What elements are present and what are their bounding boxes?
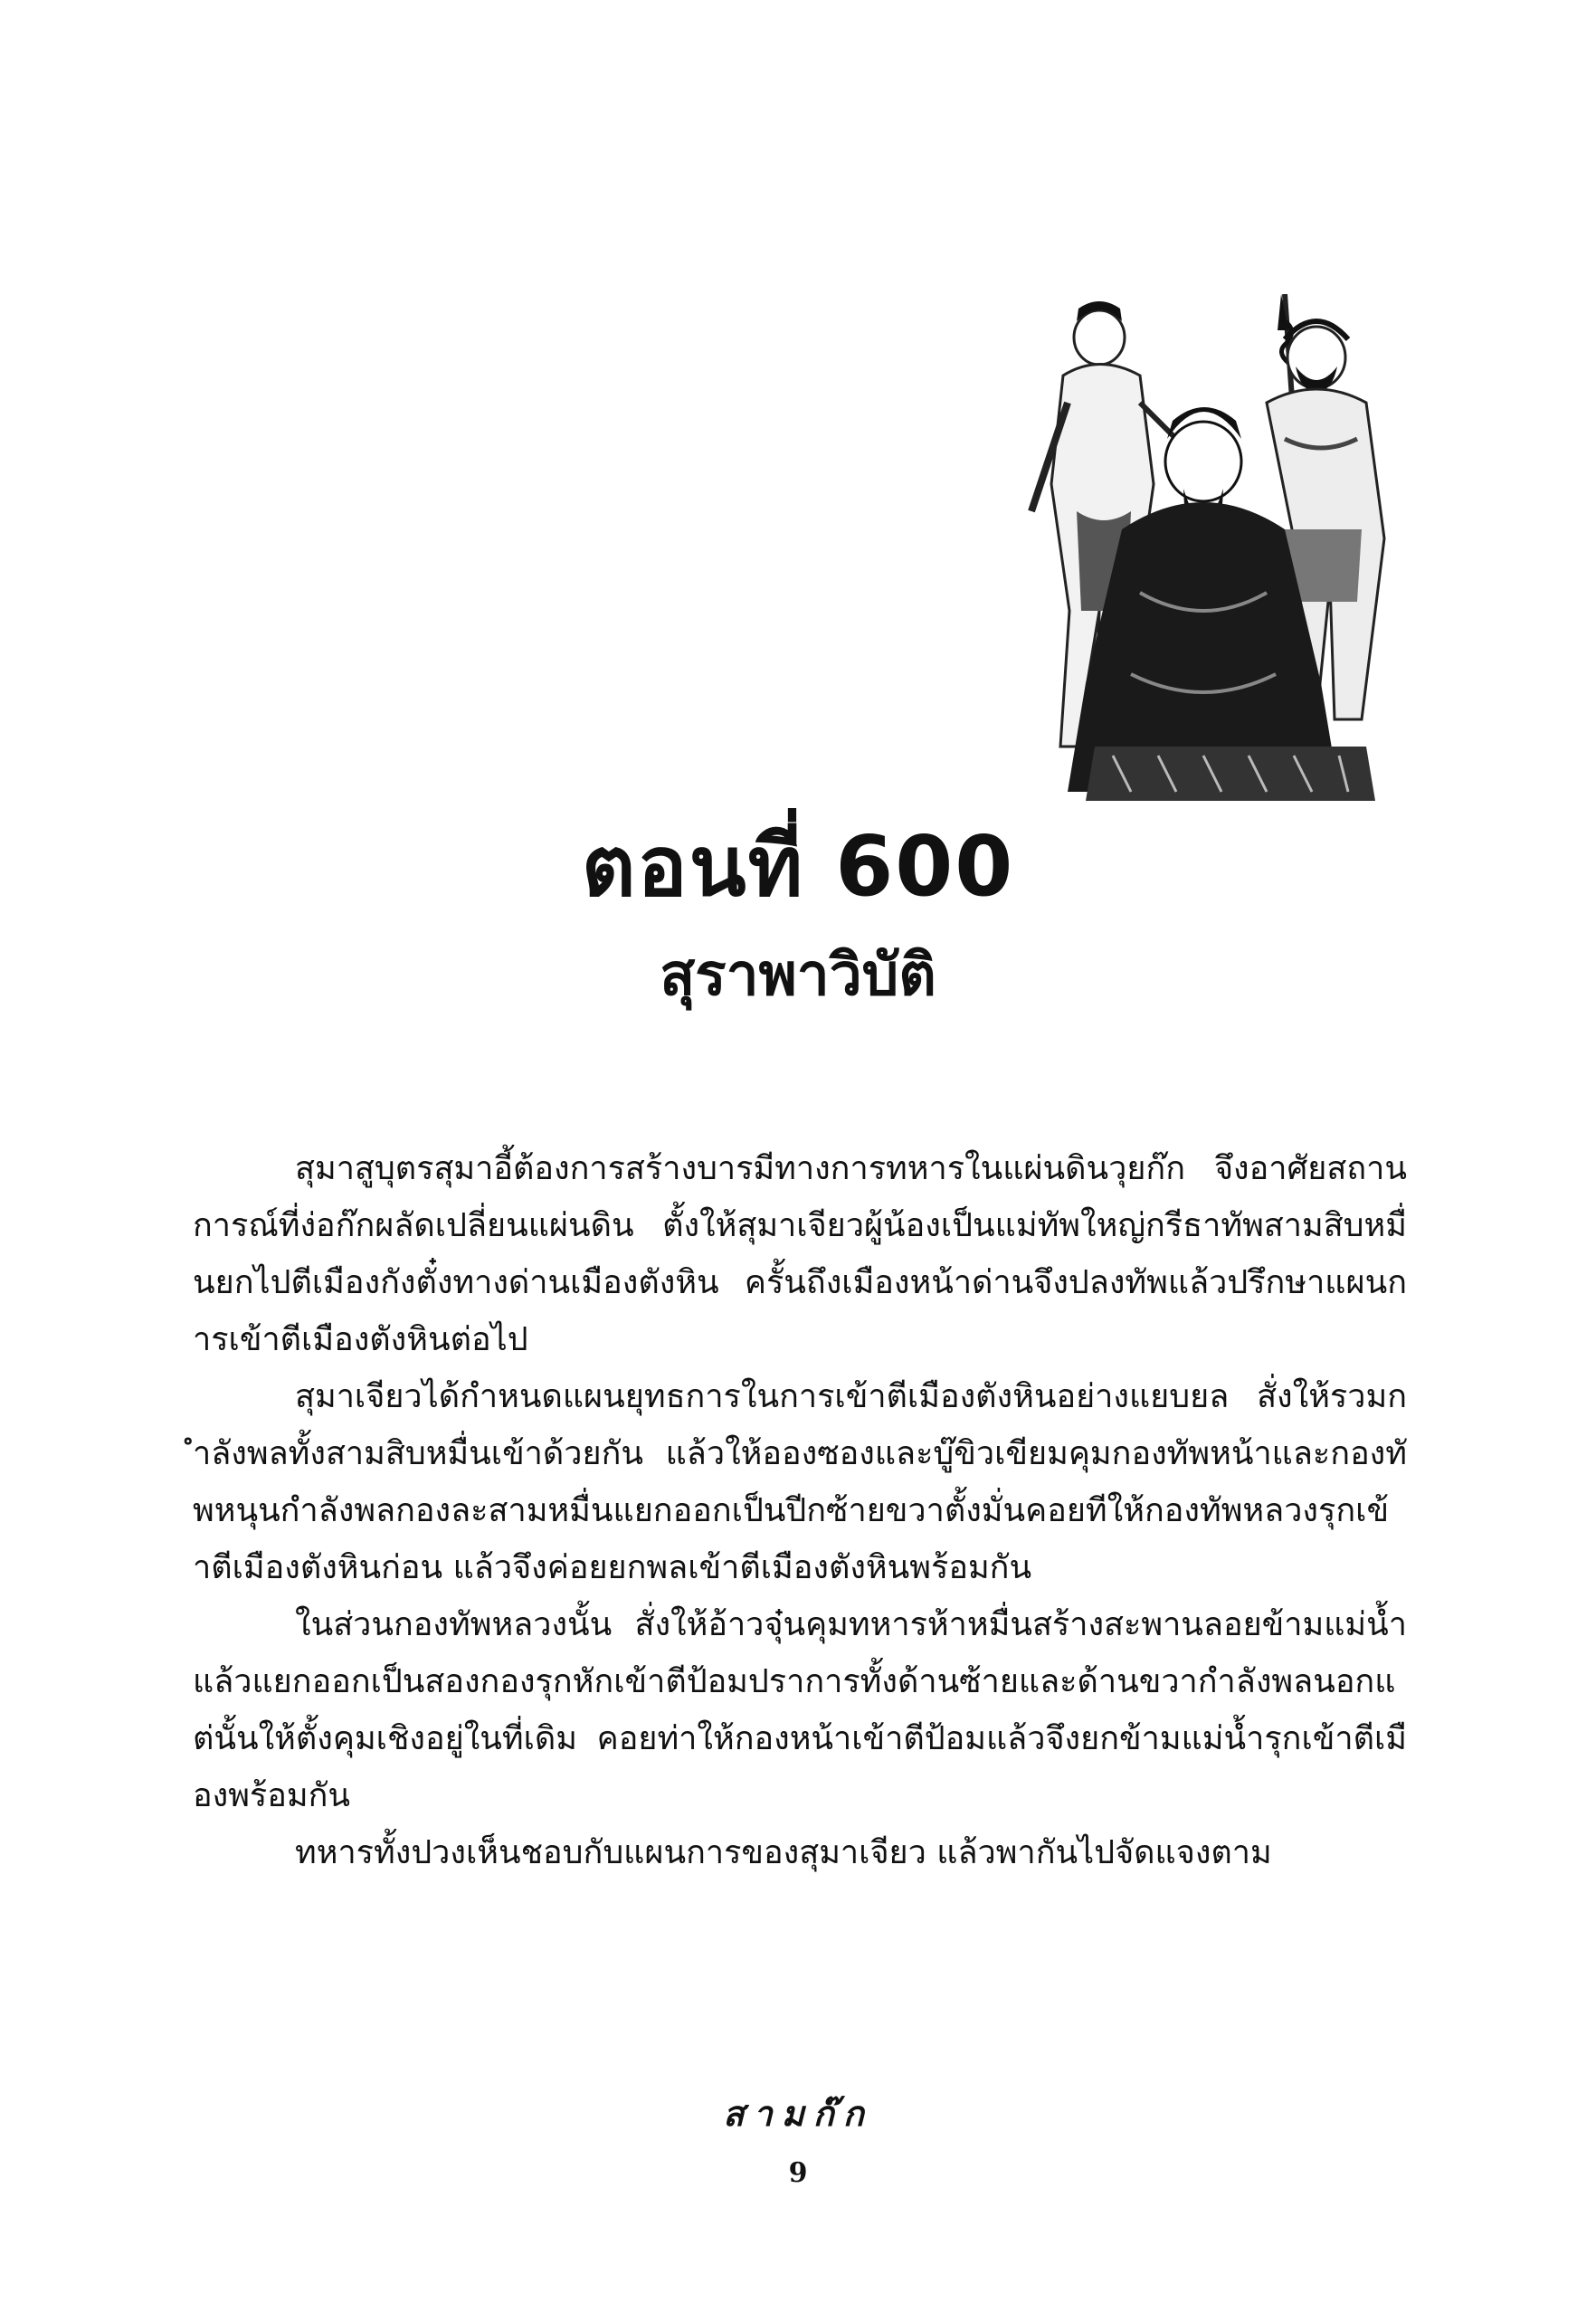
paragraph: สุมาเจียวได้กำหนดแผนยุทธการในการเข้าตีเมืองตังหินอย่างแยบยล สั่งให้รวมกำลังพลทั้งสามสิบหมื่นเข้าด้วยกัน แล้วให้อองซองและบู๊ขิวเขียมคุมกองทัพหน้าและกองทัพหนุนกำลังพลกองละสามหมื่นแยกออกเป็นปีกซ้ายขวาตั้งมั่นคอยทีให้กองทัพหลวงรุกเข้าตีเมืองตังหินก่อน แล้วจึงค่อยยกพลเข้าตีเมืองตังหินพร้อมกัน: [193, 1378, 1407, 1586]
running-footer-title: สามก๊ก: [723, 2093, 873, 2134]
chapter-subtitle: สุราพาวิบัติ: [660, 942, 936, 1009]
body-text: [193, 1140, 1407, 1881]
paragraph: ทหารทั้งปวงเห็นชอบกับแผนการของสุมาเจียว แล้วพากันไปจัดแจงตาม: [295, 1834, 1272, 1871]
warriors-illustration-svg: [1013, 294, 1439, 828]
chapter-title: ตอนที่ 600: [581, 818, 1015, 915]
page-number: 9: [788, 2157, 808, 2189]
warriors-illustration: [1013, 294, 1439, 828]
paragraph: ในส่วนกองทัพหลวงนั้น สั่งให้อ้าวจุ๋นคุมทหารห้าหมื่นสร้างสะพานลอยข้ามแม่น้ำ แล้วแยกออกเป็นสองกองรุกหักเข้าตีป้อมปราการทั้งด้านซ้ายและด้านขวากำลังพลนอกแต่นั้นให้ตั้งคุมเชิงอยู่ในที่เดิม คอยท่าให้กองหน้าเข้าตีป้อมแล้วจึงยกข้ามแม่น้ำรุกเข้าตีเมืองพร้อมกัน: [193, 1606, 1407, 1814]
paragraph: สุมาสูบุตรสุมาอี้ต้องการสร้างบารมีทางการทหารในแผ่นดินวุยก๊ก จึงอาศัยสถานการณ์ที่ง่อก๊กผลัดเปลี่ยนแผ่นดิน ตั้งให้สุมาเจียวผู้น้องเป็นแม่ทัพใหญ่กรีธาทัพสามสิบหมื่นยกไปตีเมืองกังตั๋งทางด่านเมืองตังหิน ครั้นถึงเมืองหน้าด่านจึงปลงทัพแล้วปรึกษาแผนการเข้าตีเมืองตังหินต่อไป: [193, 1150, 1407, 1358]
